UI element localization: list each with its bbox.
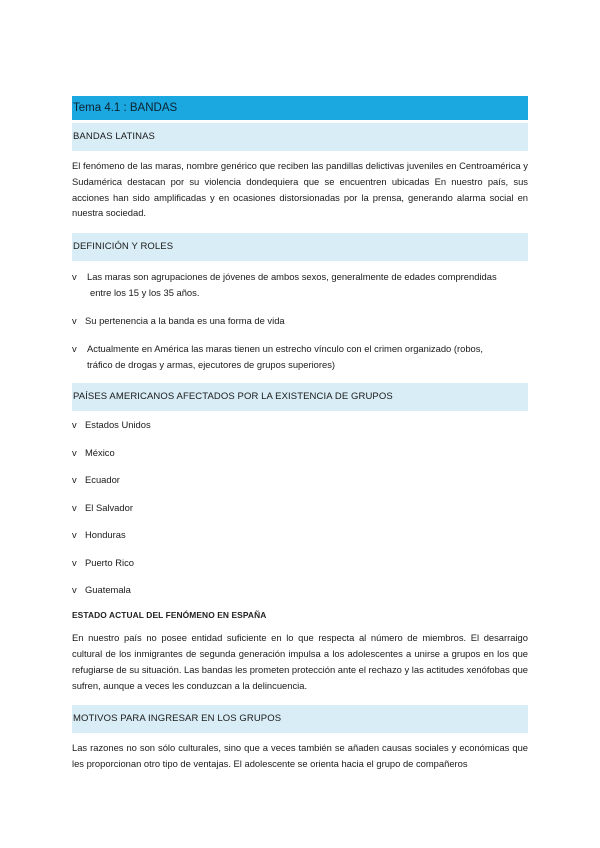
paragraph-motivos: Las razones no son sólo culturales, sino que a veces también se añaden causas sociales y económicas que les proporcionan otro tipo de ventajas. El adolescente se orienta hacia el grupo de compañeros [72, 742, 528, 770]
bullet-marker: v [72, 315, 77, 327]
section-heading-definicion: DEFINICIÓN Y ROLES [72, 233, 528, 261]
bullet-marker: v [72, 474, 77, 486]
list-item [72, 269, 528, 301]
paragraph-espana: En nuestro país no posee entidad suficiente en lo que respecta al número de miembros. El desarraigo cultural de los inmigrantes de segunda generación impulsa a los adolescentes a unirse a grupos en los que refugiarse de su situación. Las bandas les prometen protección ante el rechazo y las actitudes xenófobas que sufren, aunque a veces les conduzcan a la delincuencia. [72, 632, 529, 691]
bullet-marker: v [72, 584, 77, 596]
list-item [72, 313, 528, 329]
section-heading-latinas: BANDAS LATINAS [72, 123, 528, 151]
list-item-text: Actualmente en América las maras tienen un estrecho vínculo con el crimen organizado (robos, [87, 343, 484, 355]
list-item-text: México [85, 446, 115, 458]
list-item [72, 555, 528, 571]
list-item [72, 445, 528, 461]
section-heading-motivos: MOTIVOS PARA INGRESAR EN LOS GRUPOS [72, 705, 528, 733]
list-item-text: Ecuador [85, 474, 120, 486]
bullet-marker: v [72, 446, 77, 458]
bullet-marker: v [72, 343, 77, 355]
list-item [72, 582, 528, 598]
section-heading-espana: ESTADO ACTUAL DEL FENÓMENO EN ESPAÑA [72, 610, 267, 621]
document-title: Tema 4.1 : BANDAS [72, 96, 528, 120]
list-item-text: Honduras [85, 529, 126, 541]
list-item [72, 417, 528, 433]
list-item [72, 500, 528, 516]
bullet-marker: v [72, 501, 77, 513]
list-item [72, 341, 528, 373]
list-item-text: Puerto Rico [85, 556, 134, 568]
list-item [72, 527, 528, 543]
bullet-marker: v [72, 419, 77, 431]
list-item-text: El Salvador [85, 501, 133, 513]
list-item-text: Estados Unidos [85, 419, 151, 431]
paragraph-latinas: El fenómeno de las maras, nombre genérico que reciben las pandillas delictivas juveniles en Centroamérica y Sudamérica destacan por su violencia dondequiera que se encuentren ubicadas En nuestro país, sus acciones han sido amplificadas y en ocasiones distorsionadas por la prensa, generando alarma social en nuestra sociedad. [72, 160, 528, 219]
list-item-text-cont: entre los 15 y los 35 años. [90, 287, 200, 299]
document-page [72, 96, 528, 784]
list-item-text: Las maras son agrupaciones de jóvenes de ambos sexos, generalmente de edades comprendidas [87, 271, 497, 283]
bullet-marker: v [72, 271, 77, 283]
section-heading-paises: PAÍSES AMERICANOS AFECTADOS POR LA EXISTENCIA DE GRUPOS [72, 383, 528, 411]
bullet-marker: v [72, 529, 77, 541]
bullet-marker: v [72, 556, 77, 568]
list-item-text: Su pertenencia a la banda es una forma de vida [85, 315, 285, 327]
list-item-text-cont: tráfico de drogas y armas, ejecutores de grupos superiores) [87, 359, 336, 371]
list-item [72, 472, 528, 488]
list-item-text: Guatemala [85, 584, 131, 596]
